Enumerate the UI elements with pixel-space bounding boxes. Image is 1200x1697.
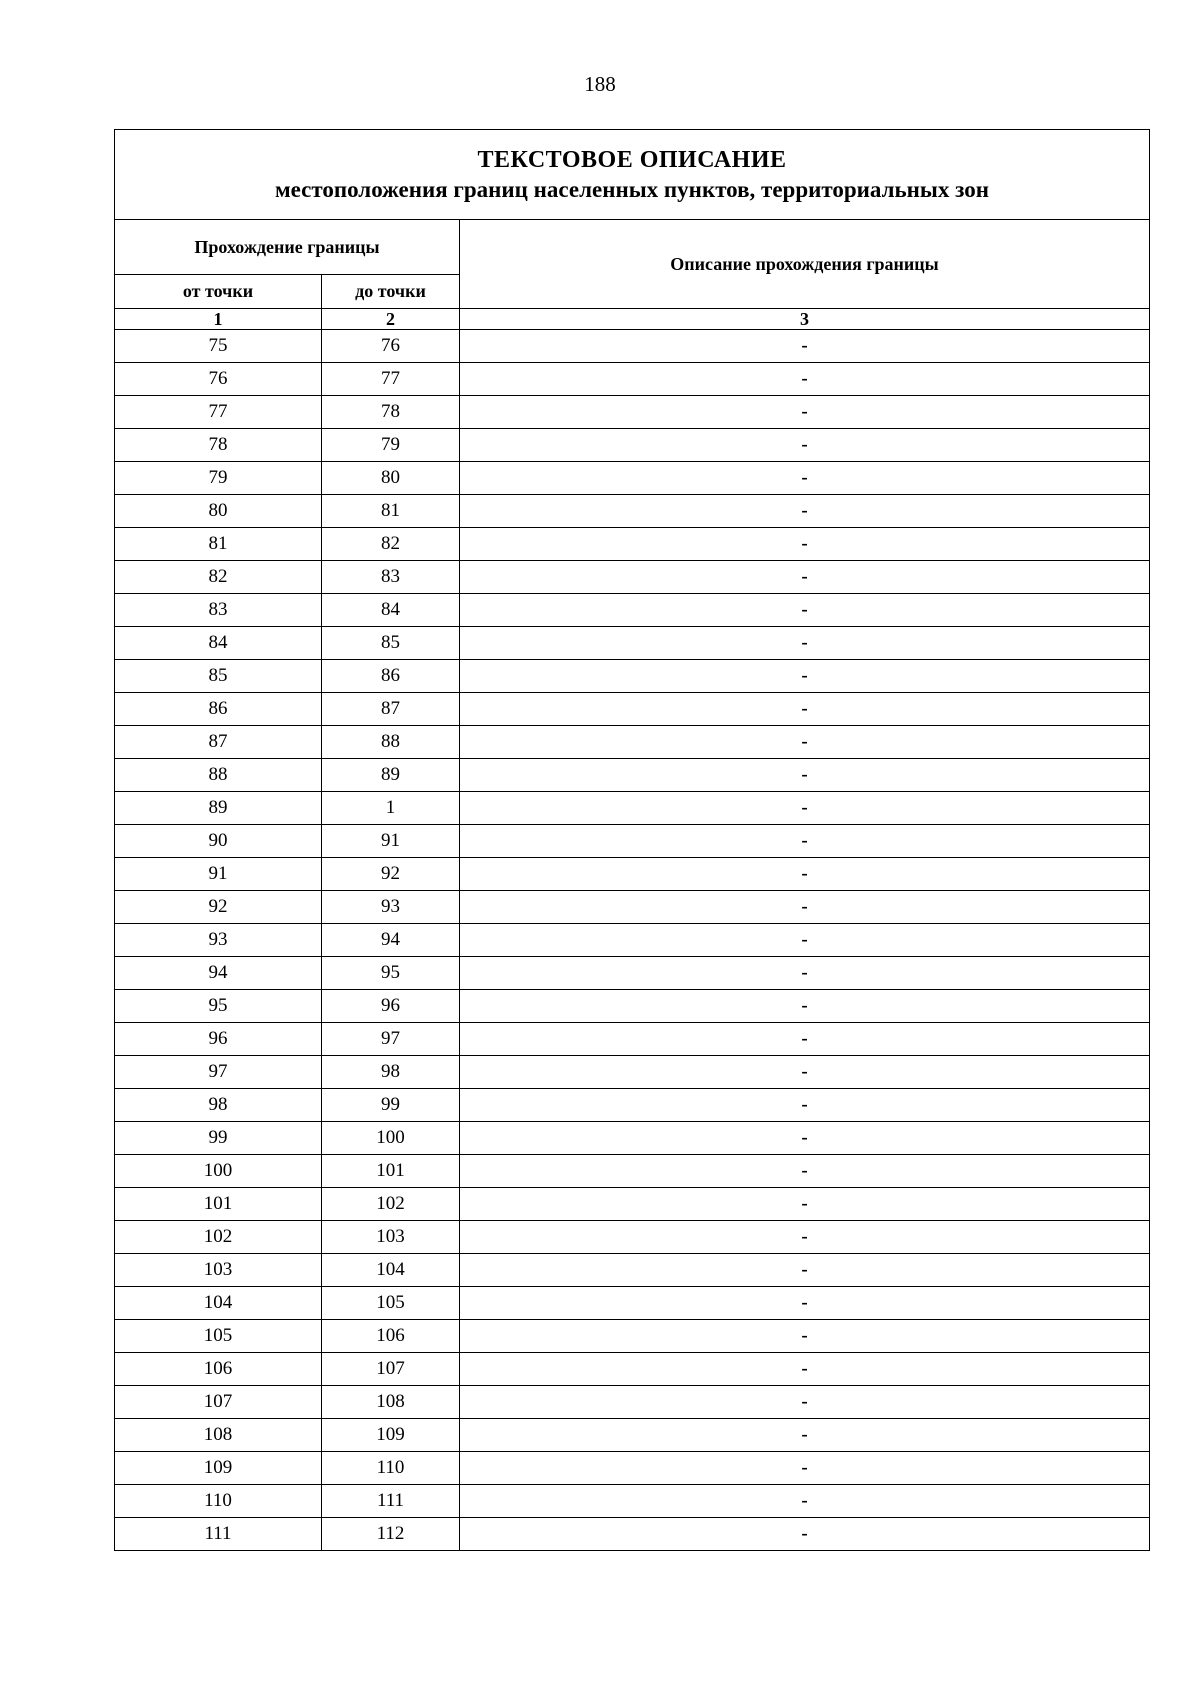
to-point-cell: 110 <box>322 1452 460 1485</box>
description-cell: - <box>460 561 1150 594</box>
from-point-cell: 99 <box>115 1122 322 1155</box>
to-point-cell: 76 <box>322 330 460 363</box>
table-row <box>115 1023 1150 1056</box>
from-point-cell: 78 <box>115 429 322 462</box>
description-cell: - <box>460 528 1150 561</box>
document-title: ТЕКСТОВОЕ ОПИСАНИЕ <box>477 146 787 173</box>
table-row <box>115 858 1150 891</box>
table-row <box>115 528 1150 561</box>
page-number: 188 <box>584 72 616 96</box>
table-row <box>115 1221 1150 1254</box>
to-point-cell: 79 <box>322 429 460 462</box>
from-point-cell: 86 <box>115 693 322 726</box>
table-row <box>115 330 1150 363</box>
from-point-cell: 89 <box>115 792 322 825</box>
from-point-cell: 94 <box>115 957 322 990</box>
table-row <box>115 1419 1150 1452</box>
description-cell: - <box>460 627 1150 660</box>
table-row <box>115 957 1150 990</box>
to-point-cell: 97 <box>322 1023 460 1056</box>
from-point-cell: 87 <box>115 726 322 759</box>
to-point-cell: 100 <box>322 1122 460 1155</box>
from-point-cell: 100 <box>115 1155 322 1188</box>
title-cell <box>115 130 1150 220</box>
table-row <box>115 561 1150 594</box>
header-description: Описание прохождения границы <box>460 220 1150 309</box>
from-point-cell: 111 <box>115 1518 322 1551</box>
description-cell: - <box>460 1320 1150 1353</box>
from-point-cell: 84 <box>115 627 322 660</box>
description-cell: - <box>460 1056 1150 1089</box>
from-point-cell: 79 <box>115 462 322 495</box>
from-point-cell: 96 <box>115 1023 322 1056</box>
from-point-cell: 81 <box>115 528 322 561</box>
table-row <box>115 495 1150 528</box>
to-point-cell: 1 <box>322 792 460 825</box>
column-number-row <box>115 309 1150 330</box>
to-point-cell: 87 <box>322 693 460 726</box>
table-row <box>115 792 1150 825</box>
to-point-cell: 111 <box>322 1485 460 1518</box>
description-cell: - <box>460 858 1150 891</box>
from-point-cell: 82 <box>115 561 322 594</box>
table-row <box>115 1056 1150 1089</box>
description-cell: - <box>460 396 1150 429</box>
description-cell: - <box>460 1287 1150 1320</box>
column-number-1: 1 <box>115 309 322 330</box>
to-point-cell: 106 <box>322 1320 460 1353</box>
header-row-group <box>115 220 1150 275</box>
table-row <box>115 1122 1150 1155</box>
to-point-cell: 85 <box>322 627 460 660</box>
to-point-cell: 103 <box>322 1221 460 1254</box>
description-cell: - <box>460 1155 1150 1188</box>
to-point-cell: 98 <box>322 1056 460 1089</box>
column-number-3: 3 <box>460 309 1150 330</box>
from-point-cell: 104 <box>115 1287 322 1320</box>
from-point-cell: 98 <box>115 1089 322 1122</box>
from-point-cell: 97 <box>115 1056 322 1089</box>
to-point-cell: 102 <box>322 1188 460 1221</box>
from-point-cell: 85 <box>115 660 322 693</box>
description-cell: - <box>460 726 1150 759</box>
from-point-cell: 103 <box>115 1254 322 1287</box>
table-row <box>115 891 1150 924</box>
description-cell: - <box>460 1023 1150 1056</box>
table-row <box>115 363 1150 396</box>
to-point-cell: 105 <box>322 1287 460 1320</box>
to-point-cell: 81 <box>322 495 460 528</box>
table-row <box>115 1155 1150 1188</box>
description-cell: - <box>460 495 1150 528</box>
to-point-cell: 99 <box>322 1089 460 1122</box>
description-cell: - <box>460 1485 1150 1518</box>
to-point-cell: 96 <box>322 990 460 1023</box>
to-point-cell: 77 <box>322 363 460 396</box>
description-cell: - <box>460 1452 1150 1485</box>
from-point-cell: 105 <box>115 1320 322 1353</box>
from-point-cell: 88 <box>115 759 322 792</box>
from-point-cell: 101 <box>115 1188 322 1221</box>
table-row <box>115 1386 1150 1419</box>
from-point-cell: 93 <box>115 924 322 957</box>
table-row <box>115 1452 1150 1485</box>
description-cell: - <box>460 825 1150 858</box>
header-boundary-passage: Прохождение границы <box>115 220 460 275</box>
table-row <box>115 396 1150 429</box>
to-point-cell: 108 <box>322 1386 460 1419</box>
to-point-cell: 88 <box>322 726 460 759</box>
table-row <box>115 1188 1150 1221</box>
header-from-point: от точки <box>115 275 322 309</box>
description-cell: - <box>460 1353 1150 1386</box>
description-cell: - <box>460 462 1150 495</box>
description-cell: - <box>460 957 1150 990</box>
description-cell: - <box>460 330 1150 363</box>
from-point-cell: 110 <box>115 1485 322 1518</box>
table-row <box>115 693 1150 726</box>
title-row <box>115 130 1150 220</box>
table-row <box>115 726 1150 759</box>
description-cell: - <box>460 660 1150 693</box>
table-row <box>115 429 1150 462</box>
table-body <box>115 130 1150 1551</box>
boundary-description-table <box>114 129 1150 1551</box>
to-point-cell: 78 <box>322 396 460 429</box>
to-point-cell: 80 <box>322 462 460 495</box>
table-row <box>115 1287 1150 1320</box>
from-point-cell: 102 <box>115 1221 322 1254</box>
from-point-cell: 77 <box>115 396 322 429</box>
column-number-2: 2 <box>322 309 460 330</box>
table-row <box>115 924 1150 957</box>
from-point-cell: 91 <box>115 858 322 891</box>
to-point-cell: 112 <box>322 1518 460 1551</box>
to-point-cell: 92 <box>322 858 460 891</box>
from-point-cell: 108 <box>115 1419 322 1452</box>
table-row <box>115 660 1150 693</box>
description-cell: - <box>460 990 1150 1023</box>
description-cell: - <box>460 1122 1150 1155</box>
from-point-cell: 75 <box>115 330 322 363</box>
from-point-cell: 80 <box>115 495 322 528</box>
table-row <box>115 1320 1150 1353</box>
from-point-cell: 90 <box>115 825 322 858</box>
to-point-cell: 107 <box>322 1353 460 1386</box>
description-cell: - <box>460 594 1150 627</box>
table-row <box>115 990 1150 1023</box>
from-point-cell: 92 <box>115 891 322 924</box>
table-row <box>115 1518 1150 1551</box>
description-cell: - <box>460 924 1150 957</box>
from-point-cell: 107 <box>115 1386 322 1419</box>
to-point-cell: 104 <box>322 1254 460 1287</box>
description-cell: - <box>460 429 1150 462</box>
to-point-cell: 95 <box>322 957 460 990</box>
description-cell: - <box>460 759 1150 792</box>
header-to-point: до точки <box>322 275 460 309</box>
table-row <box>115 627 1150 660</box>
description-cell: - <box>460 693 1150 726</box>
from-point-cell: 95 <box>115 990 322 1023</box>
to-point-cell: 82 <box>322 528 460 561</box>
table-row <box>115 462 1150 495</box>
description-cell: - <box>460 1386 1150 1419</box>
to-point-cell: 93 <box>322 891 460 924</box>
description-cell: - <box>460 1188 1150 1221</box>
from-point-cell: 83 <box>115 594 322 627</box>
to-point-cell: 83 <box>322 561 460 594</box>
to-point-cell: 101 <box>322 1155 460 1188</box>
table-row <box>115 1089 1150 1122</box>
to-point-cell: 84 <box>322 594 460 627</box>
to-point-cell: 86 <box>322 660 460 693</box>
table-row <box>115 594 1150 627</box>
from-point-cell: 106 <box>115 1353 322 1386</box>
description-cell: - <box>460 1221 1150 1254</box>
to-point-cell: 94 <box>322 924 460 957</box>
table-row <box>115 1485 1150 1518</box>
table-row <box>115 1353 1150 1386</box>
description-cell: - <box>460 792 1150 825</box>
from-point-cell: 76 <box>115 363 322 396</box>
document-subtitle: местоположения границ населенных пунктов, территориальных зон <box>275 176 989 202</box>
description-cell: - <box>460 1419 1150 1452</box>
from-point-cell: 109 <box>115 1452 322 1485</box>
description-cell: - <box>460 1518 1150 1551</box>
table-row <box>115 759 1150 792</box>
table-row <box>115 825 1150 858</box>
description-cell: - <box>460 891 1150 924</box>
to-point-cell: 89 <box>322 759 460 792</box>
description-cell: - <box>460 1254 1150 1287</box>
to-point-cell: 109 <box>322 1419 460 1452</box>
description-cell: - <box>460 1089 1150 1122</box>
table-row <box>115 1254 1150 1287</box>
to-point-cell: 91 <box>322 825 460 858</box>
description-cell: - <box>460 363 1150 396</box>
